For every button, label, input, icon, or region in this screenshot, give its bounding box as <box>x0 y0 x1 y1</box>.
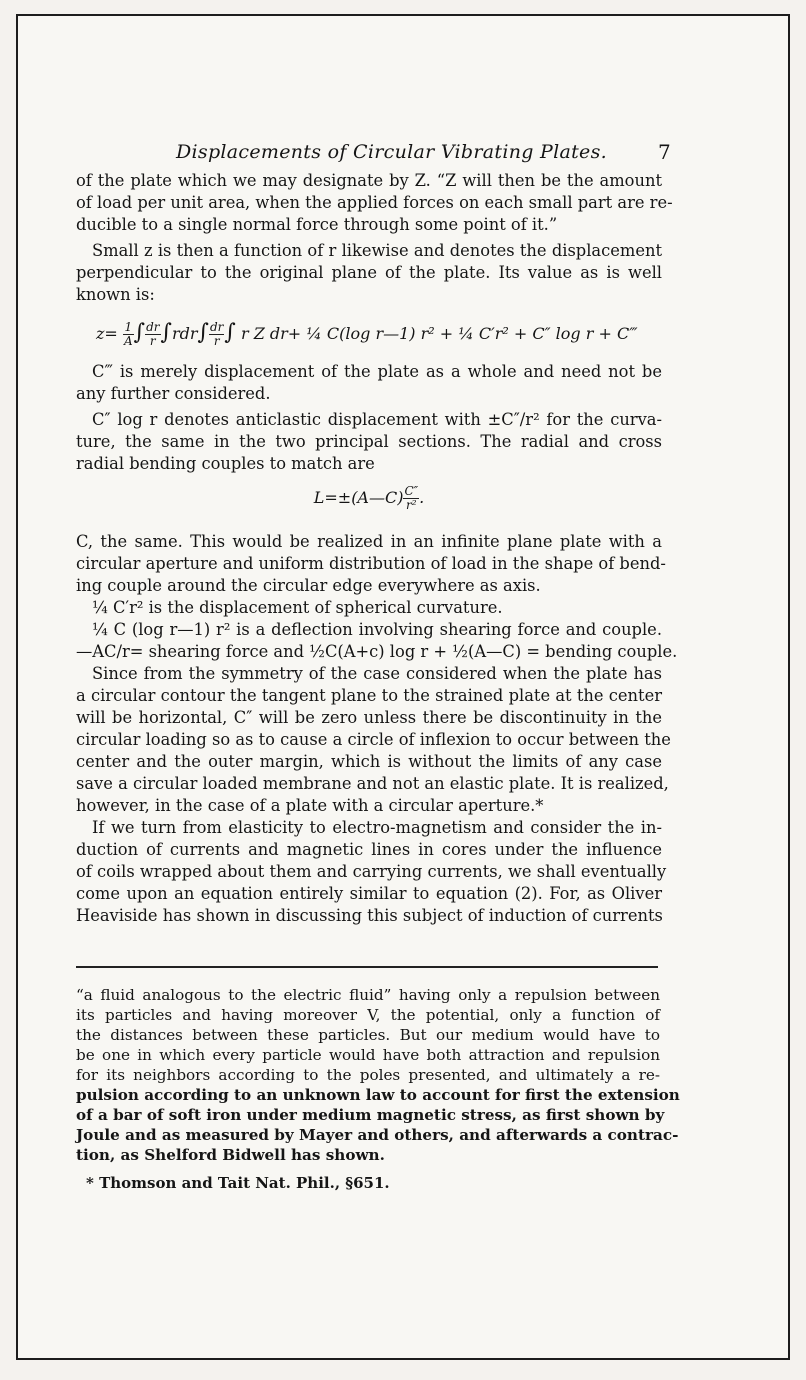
text-line: its particles and having moreover V, the potential, only a function of <box>76 1006 660 1024</box>
frac-num: 1 <box>124 320 133 334</box>
text-line: Small z is then a function of r likewise and denotes the displacement <box>92 241 662 260</box>
frac-num: C″ <box>404 484 419 498</box>
eq-lhs: z= <box>96 324 118 343</box>
text-line: C‴ is merely displacement of the plate as a whole and need not be <box>92 362 662 381</box>
text-line: ¼ C (log r—1) r² is a deflection involving shearing force and couple. <box>92 620 662 639</box>
frac-den: r² <box>406 498 417 512</box>
text-line: ducible to a single normal force through some point of it.” <box>76 215 558 234</box>
text-line: pulsion according to an unknown law to account for first the extension <box>76 1086 680 1104</box>
text-line: of load per unit area, when the applied forces on each small part are re- <box>76 193 673 212</box>
text-line: Heaviside has shown in discussing this subject of induction of currents <box>76 906 663 925</box>
fraction <box>145 321 160 348</box>
frac-num: dr <box>209 320 224 334</box>
text-line: C, the same. This would be realized in an infinite plane plate with a <box>76 532 662 551</box>
text-line: —AC/r= shearing force and ½C(A+c) log r + ½(A—C) = bending couple. <box>76 642 678 661</box>
text-line: a circular contour the tangent plane to the strained plate at the center <box>76 686 662 705</box>
page-number: 7 <box>658 140 671 164</box>
fraction <box>209 321 224 348</box>
eq-mid: rdr <box>171 324 198 343</box>
running-header <box>76 136 671 170</box>
text-line: Since from the symmetry of the case considered when the plate has <box>92 664 662 683</box>
text-line: save a circular loaded membrane and not an elastic plate. It is realized, <box>76 774 669 793</box>
text-line: any further considered. <box>76 384 271 403</box>
integral-sign: ∫ <box>160 320 172 345</box>
equation-z <box>96 318 662 349</box>
text-line: be one in which every particle would have both attraction and repulsion <box>76 1046 660 1064</box>
text-line: ture, the same in the two principal sections. The radial and cross <box>76 432 662 451</box>
text-line: known is: <box>76 285 155 304</box>
text-line: ¼ C′r² is the displacement of spherical curvature. <box>92 598 503 617</box>
fraction <box>123 321 134 348</box>
text-line: tion, as Shelford Bidwell has shown. <box>76 1146 385 1164</box>
integral-sign: ∫ <box>197 320 209 345</box>
frac-num: dr <box>146 320 160 334</box>
frac-den: r <box>149 334 156 348</box>
text-line: circular loading so as to cause a circle of inflexion to occur between the <box>76 730 671 749</box>
running-title: Displacements of Circular Vibrating Plates. <box>176 141 607 163</box>
text-line: however, in the case of a plate with a circular aperture.* <box>76 796 544 815</box>
text-line: C″ log r denotes anticlastic displacement with ±C″/r² for the curva- <box>92 410 662 429</box>
text-line: the distances between these particles. But our medium would have to <box>76 1026 660 1044</box>
text-line: of coils wrapped about them and carrying currents, we shall eventually <box>76 862 667 881</box>
frac-den: r <box>213 334 220 348</box>
paragraph-6 <box>76 597 662 619</box>
main-text <box>76 136 678 927</box>
text-line: for its neighbors according to the poles presented, and ultimately a re- <box>76 1066 660 1084</box>
integral-sign: ∫ <box>224 320 236 345</box>
text-line: perpendicular to the original plane of the plate. Its value as is well <box>76 263 662 282</box>
footnote-continued <box>76 985 680 1165</box>
text-line: ing couple around the circular edge everywhere as axis. <box>76 576 541 595</box>
text-line: duction of currents and magnetic lines in cores under the influence <box>76 840 662 859</box>
text-line: “a fluid analogous to the electric fluid” having only a repulsion between <box>76 986 660 1004</box>
paragraph-1 <box>76 170 673 236</box>
equation-L <box>76 485 662 521</box>
paragraph-2 <box>76 240 662 306</box>
text-line: center and the outer margin, which is without the limits of any case <box>76 752 662 771</box>
text-line: of the plate which we may designate by Z. “Z will then be the amount <box>76 171 662 190</box>
text-line: of a bar of soft iron under medium magnetic stress, as first shown by <box>76 1106 665 1124</box>
text-line: come upon an equation entirely similar to equation (2). For, as Oliver <box>76 884 662 903</box>
text-line: circular aperture and uniform distribution of load in the shape of bend- <box>76 554 666 573</box>
footnote-thomson-tait: * Thomson and Tait Nat. Phil., §651. <box>86 1174 390 1192</box>
text-line: radial bending couples to match are <box>76 454 375 473</box>
paragraph-7 <box>76 619 678 663</box>
text-line: Joule and as measured by Mayer and others, and afterwards a contrac- <box>76 1126 679 1144</box>
text-line: will be horizontal, C″ will be zero unless there be discontinuity in the <box>76 708 662 727</box>
eq-end: . <box>419 488 425 507</box>
paragraph-8 <box>76 663 671 817</box>
paragraph-4 <box>76 409 662 475</box>
fraction <box>403 485 419 512</box>
text-line: If we turn from elasticity to electro-magnetism and consider the in- <box>92 818 662 837</box>
paragraph-9 <box>76 817 667 927</box>
footnotes <box>76 985 680 1193</box>
paragraph-5 <box>76 531 666 597</box>
paragraph-3 <box>76 361 662 405</box>
frac-den: A <box>123 334 133 348</box>
footnote-rule <box>76 966 658 968</box>
eq-lhs: L=±(A—C) <box>313 488 404 507</box>
eq-rhs: r Z dr+ ¼ C(log r—1) r² + ¼ C′r² + C″ log r + C‴ <box>240 324 638 343</box>
integral-sign: ∫ <box>133 320 146 345</box>
